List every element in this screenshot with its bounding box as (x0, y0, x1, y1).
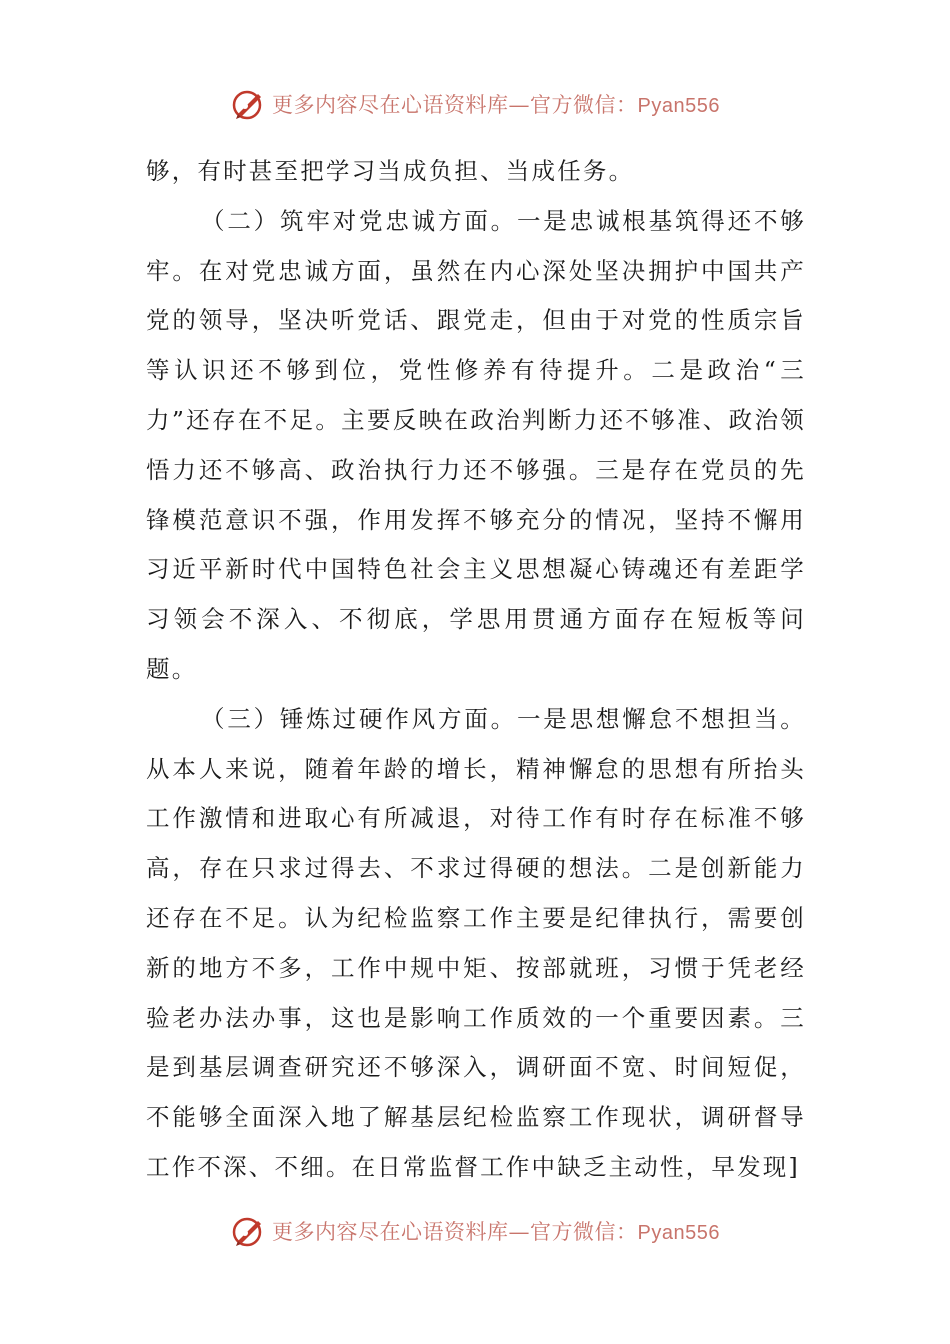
paragraph-section-two: （二）筑牢对党忠诚方面。一是忠诚根基筑得还不够牢。在对党忠诚方面，虽然在内心深处坚决拥护中国共产党的领导，坚决听党话、跟党走，但由于对党的性质宗旨等认识还不够到位，党性修养有待提升。二是政治“三力”还存在不足。主要反映在政治判断力还不够准、政治领悟力还不够高、政治执行力还不够强。三是存在党员的先锋模范意识不强，作用发挥不够充分的情况，坚持不懈用习近平新时代中国特色社会主义思想凝心铸魂还有差距学习领会不深入、不彻底，学思用贯通方面存在短板等问题。 (146, 206, 806, 683)
paragraph-section-three: （三）锤炼过硬作风方面。一是思想懈怠不想担当。从本人来说，随着年龄的增长，精神懈怠的思想有所抬头工作激情和进取心有所减退，对待工作有时存在标准不够高，存在只求过得去、不求过得硬的想法。二是创新能力还存在不足。认为纪检监察工作主要是纪律执行，需要创新的地方不多，工作中规中矩、按部就班，习惯于凭老经验老办法办事，这也是影响工作质效的一个重要因素。三是到基层调查研究还不够深入，调研面不宽、时间短促，不能够全面深入地了解基层纪检监察工作现状，调研督导工作不深、不细。在日常监督工作中缺乏主动性，早发现] (146, 704, 806, 1181)
pen-logo-icon (230, 1213, 266, 1249)
footer-watermark (0, 1211, 950, 1251)
document-body (146, 147, 806, 1193)
pen-logo-icon (230, 86, 266, 122)
watermark-text (272, 1216, 720, 1246)
watermark-brand: 更多内容尽在心语资料库— (272, 1220, 531, 1244)
header-watermark (0, 84, 950, 124)
watermark-brand: 更多内容尽在心语资料库— (272, 93, 531, 117)
watermark-text (272, 89, 720, 119)
paragraph-continuation: 够，有时甚至把学习当成负担、当成任务。 (146, 157, 635, 185)
watermark-id: Pyan556 (637, 95, 720, 117)
watermark-label: 官方微信： (530, 93, 638, 117)
watermark-id: Pyan556 (637, 1222, 720, 1244)
watermark-label: 官方微信： (530, 1220, 638, 1244)
